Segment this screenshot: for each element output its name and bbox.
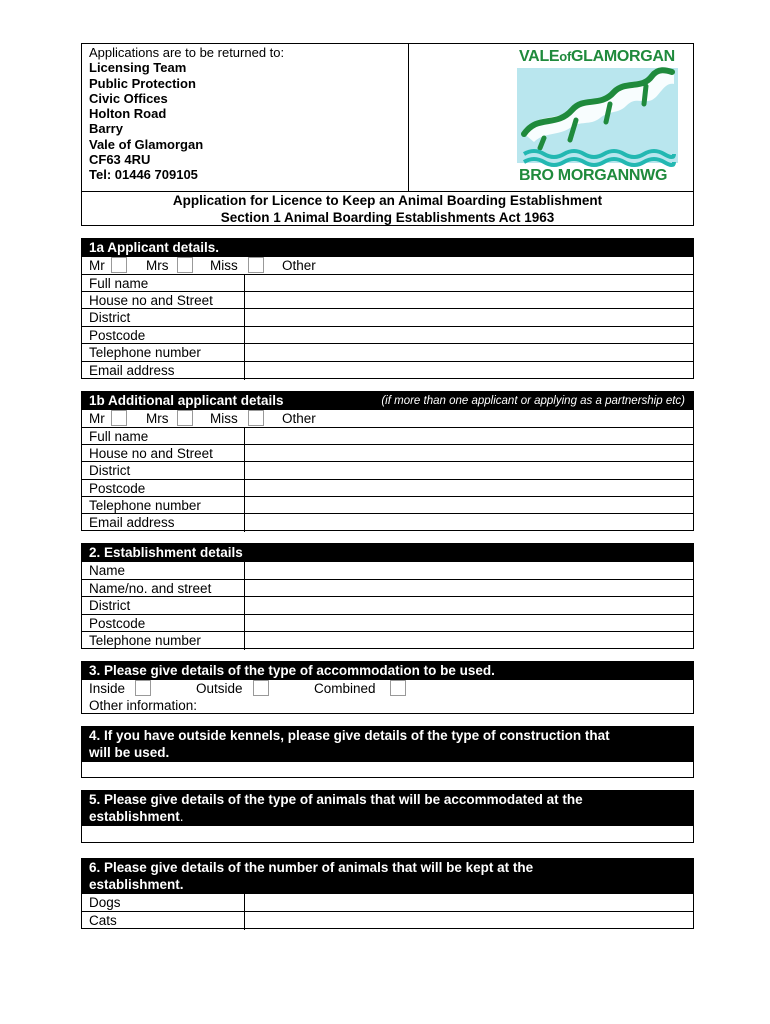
establishment-name-field[interactable] xyxy=(245,562,693,579)
establishment-telephone-field[interactable] xyxy=(245,632,693,649)
district-label: District xyxy=(89,463,131,478)
inside-label: Inside xyxy=(89,681,126,696)
address-telephone: Tel: 01446 709105 xyxy=(89,167,198,183)
email-label: Email address xyxy=(89,363,175,378)
council-logo xyxy=(514,44,684,188)
house-street-field[interactable] xyxy=(245,292,693,309)
return-address xyxy=(89,45,284,183)
outside-label: Outside xyxy=(196,681,243,696)
inside-checkbox[interactable] xyxy=(135,680,151,696)
email-label: Email address xyxy=(89,515,175,530)
section-heading: 6. Please give details of the number of animals that will be kept at the establishment. xyxy=(82,859,693,893)
district-field[interactable] xyxy=(245,309,693,326)
full-name-field[interactable] xyxy=(245,275,693,292)
section-heading-text: 1b Additional applicant details xyxy=(89,393,284,408)
email-field[interactable] xyxy=(245,362,693,379)
title-mr-checkbox[interactable] xyxy=(111,410,127,426)
section-1b xyxy=(81,391,694,531)
establishment-postcode-field[interactable] xyxy=(245,615,693,632)
district-field[interactable] xyxy=(245,462,693,479)
title-miss-checkbox[interactable] xyxy=(248,257,264,273)
combined-label: Combined xyxy=(314,681,376,696)
house-street-label: House no and Street xyxy=(89,293,213,308)
address-line: Barry xyxy=(89,121,123,137)
establishment-street-label: Name/no. and street xyxy=(89,581,212,596)
title-mrs-label: Mrs xyxy=(146,411,169,426)
section-heading: 5. Please give details of the type of animals that will be accommodated at the establishment. xyxy=(82,791,693,825)
title-other-label: Other xyxy=(282,411,316,426)
title-other-label: Other xyxy=(282,258,316,273)
return-intro: Applications are to be returned to: xyxy=(89,45,285,60)
establishment-postcode-label: Postcode xyxy=(89,616,146,631)
postcode-field[interactable] xyxy=(245,480,693,497)
logo-top-text: VALEofGLAMORGAN xyxy=(519,48,675,65)
house-street-label: House no and Street xyxy=(89,446,213,461)
title-miss-label: Miss xyxy=(210,258,238,273)
title-mrs-checkbox[interactable] xyxy=(177,410,193,426)
address-line: Holton Road xyxy=(89,106,167,122)
address-line: CF63 4RU xyxy=(89,152,151,168)
establishment-street-field[interactable] xyxy=(245,580,693,597)
telephone-label: Telephone number xyxy=(89,498,201,513)
email-field[interactable] xyxy=(245,514,693,531)
cats-label: Cats xyxy=(89,913,117,928)
title-miss-label: Miss xyxy=(210,411,238,426)
postcode-label: Postcode xyxy=(89,481,146,496)
house-street-field[interactable] xyxy=(245,445,693,462)
title-mr-checkbox[interactable] xyxy=(111,257,127,273)
section-1a xyxy=(81,238,694,379)
section-3 xyxy=(81,661,694,714)
section-heading: 1a Applicant details. xyxy=(82,239,693,256)
title-miss-checkbox[interactable] xyxy=(248,410,264,426)
establishment-district-label: District xyxy=(89,598,131,613)
logo-bottom-text: BRO MORGANNWG xyxy=(519,167,668,184)
postcode-label: Postcode xyxy=(89,328,146,343)
address-line: Public Protection xyxy=(89,75,196,91)
section-note: (if more than one applicant or applying as a partnership etc) xyxy=(381,395,685,407)
telephone-field[interactable] xyxy=(245,497,693,514)
header-block xyxy=(81,43,694,226)
dogs-count-field[interactable] xyxy=(245,894,693,911)
other-information-field[interactable] xyxy=(212,697,693,714)
telephone-label: Telephone number xyxy=(89,345,201,360)
section-heading: 2. Establishment details xyxy=(82,544,693,561)
section-5 xyxy=(81,790,694,843)
cats-count-field[interactable] xyxy=(245,912,693,929)
title-mr-label: Mr xyxy=(89,258,105,273)
section-4 xyxy=(81,726,694,778)
section-6 xyxy=(81,858,694,929)
district-label: District xyxy=(89,310,131,325)
address-line: Vale of Glamorgan xyxy=(89,136,204,152)
section-heading: 3. Please give details of the type of accommodation to be used. xyxy=(82,662,693,679)
establishment-name-label: Name xyxy=(89,563,126,578)
kennel-construction-field[interactable] xyxy=(82,762,693,778)
animal-types-field[interactable] xyxy=(82,826,693,843)
title-mr-label: Mr xyxy=(89,411,105,426)
combined-checkbox[interactable] xyxy=(390,680,406,696)
address-line: Civic Offices xyxy=(89,90,168,106)
postcode-field[interactable] xyxy=(245,327,693,344)
outside-checkbox[interactable] xyxy=(253,680,269,696)
form-subtitle: Section 1 Animal Boarding Establishments Act 1963 xyxy=(220,210,555,225)
section-heading xyxy=(82,392,693,409)
full-name-label: Full name xyxy=(89,429,149,444)
form-title xyxy=(82,192,693,226)
full-name-field[interactable] xyxy=(245,428,693,445)
title-mrs-label: Mrs xyxy=(146,258,169,273)
other-information-label: Other information: xyxy=(89,698,198,713)
title-mrs-checkbox[interactable] xyxy=(177,257,193,273)
form-title-line: Application for Licence to Keep an Animal Boarding Establishment xyxy=(172,193,603,208)
address-line: Licensing Team xyxy=(89,60,187,76)
section-heading: 4. If you have outside kennels, please give details of the type of construction that will be used. xyxy=(82,727,693,761)
dogs-label: Dogs xyxy=(89,895,121,910)
section-2 xyxy=(81,543,694,649)
telephone-field[interactable] xyxy=(245,344,693,361)
establishment-district-field[interactable] xyxy=(245,597,693,614)
full-name-label: Full name xyxy=(89,276,149,291)
establishment-telephone-label: Telephone number xyxy=(89,633,201,648)
